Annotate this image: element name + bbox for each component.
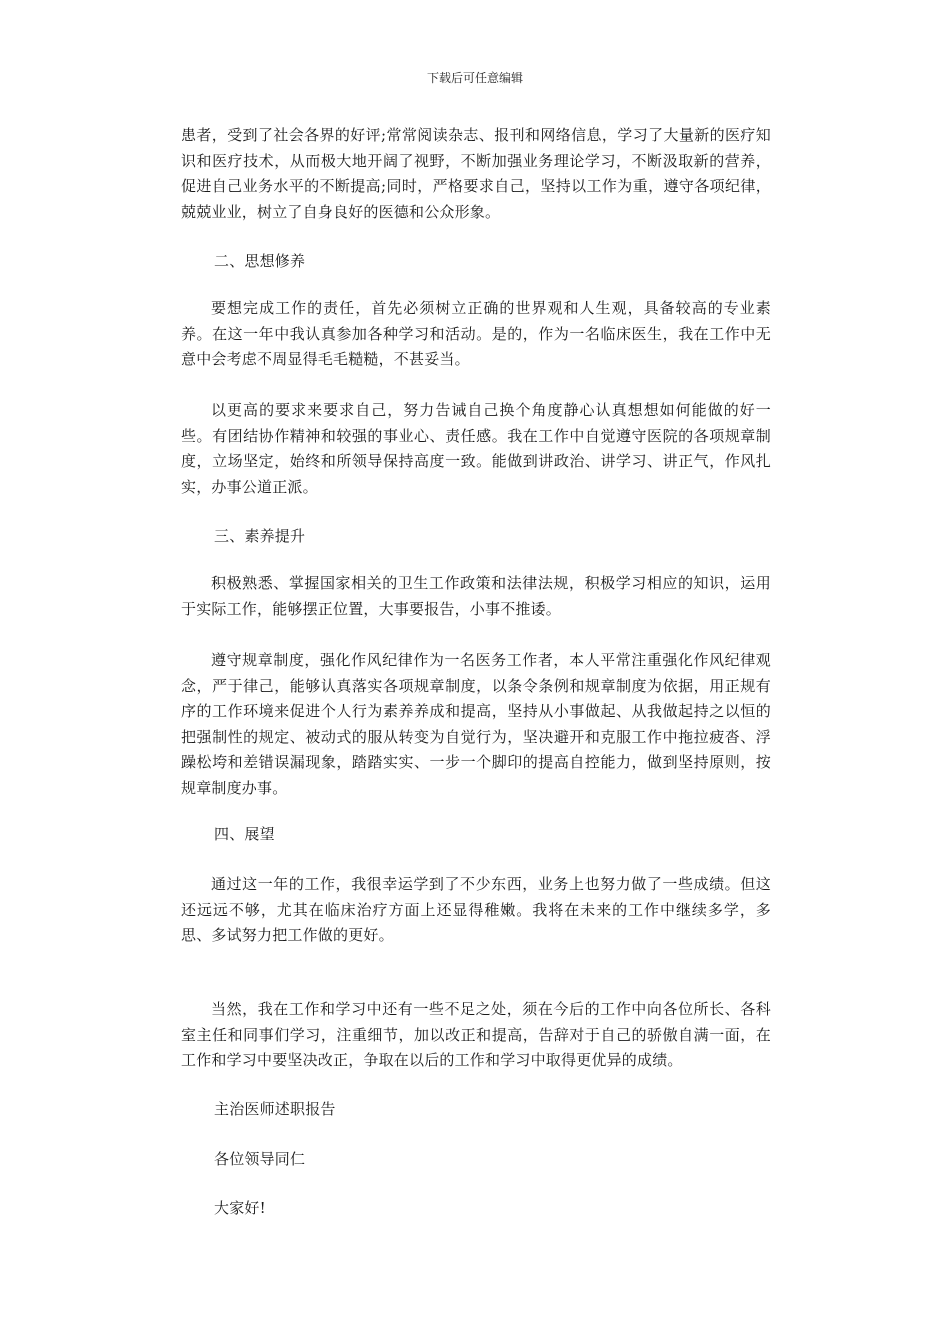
paragraph-continued: 患者，受到了社会各界的好评;常常阅读杂志、报刊和网络信息，学习了大量新的医疗知识和医疗技术，从而极大地开阔了视野，不断加强业务理论学习，不断汲取新的营养，促进自己业务水平的不断提高;同时，严格要求自己，坚持以工作为重，遵守各项纪律，兢兢业业，树立了自身良好的医德和公众形象。 bbox=[181, 126, 771, 221]
section-heading-improvement: 三、素养提升 bbox=[214, 527, 306, 545]
paragraph-thought-1: 要想完成工作的责任，首先必须树立正确的世界观和人生观，具备较高的专业素养。在这一年中我认真参加各种学习和活动。是的，作为一名临床医生，我在工作中无意中会考虑不周显得毛毛糙糙，不甚妥当。 bbox=[181, 299, 771, 368]
paragraph-improvement-1: 积极熟悉、掌握国家相关的卫生工作政策和法律法规，积极学习相应的知识，运用于实际工作，能够摆正位置，大事要报告，小事不推诿。 bbox=[181, 574, 771, 618]
section-heading-outlook: 四、展望 bbox=[214, 825, 275, 843]
greeting: 大家好! bbox=[214, 1199, 266, 1217]
paragraph-improvement-2: 遵守规章制度，强化作风纪律作为一名医务工作者，本人平常注重强化作风纪律观念，严于律己，能够认真落实各项规章制度，以条令条例和规章制度为依据，用正规有序的工作环境来促进个人行为素养养成和提高，坚持从小事做起、从我做起持之以恒的把强制性的规定、被动式的服从转变为自觉行为，坚决避开和克服工作中拖拉疲沓、浮躁松垮和差错误漏现象，踏踏实实、一步一个脚印的提高自控能力，做到坚持原则，按规章制度办事。 bbox=[181, 651, 771, 797]
page-header-note: 下载后可任意编辑 bbox=[426, 71, 523, 85]
paragraph-thought-2: 以更高的要求来要求自己，努力告诫自己换个角度静心认真想想如何能做的好一些。有团结协作精神和较强的事业心、责任感。我在工作中自觉遵守医院的各项规章制度，立场坚定，始终和所领导保持高度一致。能做到讲政治、讲学习、讲正气，作风扎实，办事公道正派。 bbox=[181, 401, 771, 496]
salutation: 各位领导同仁 bbox=[214, 1150, 306, 1168]
report-title: 主治医师述职报告 bbox=[214, 1100, 336, 1118]
section-heading-thought: 二、思想修养 bbox=[214, 252, 306, 270]
paragraph-outlook-2: 当然，我在工作和学习中还有一些不足之处，须在今后的工作中向各位所长、各科室主任和同事们学习，注重细节，加以改正和提高，告辞对于自己的骄傲自满一面，在工作和学习中要坚决改正，争取在以后的工作和学习中取得更优异的成绩。 bbox=[181, 1000, 771, 1069]
paragraph-outlook-1: 通过这一年的工作，我很幸运学到了不少东西，业务上也努力做了一些成绩。但这还远远不够，尤其在临床治疗方面上还显得稚嫩。我将在未来的工作中继续多学，多思、多试努力把工作做的更好。 bbox=[181, 875, 771, 944]
